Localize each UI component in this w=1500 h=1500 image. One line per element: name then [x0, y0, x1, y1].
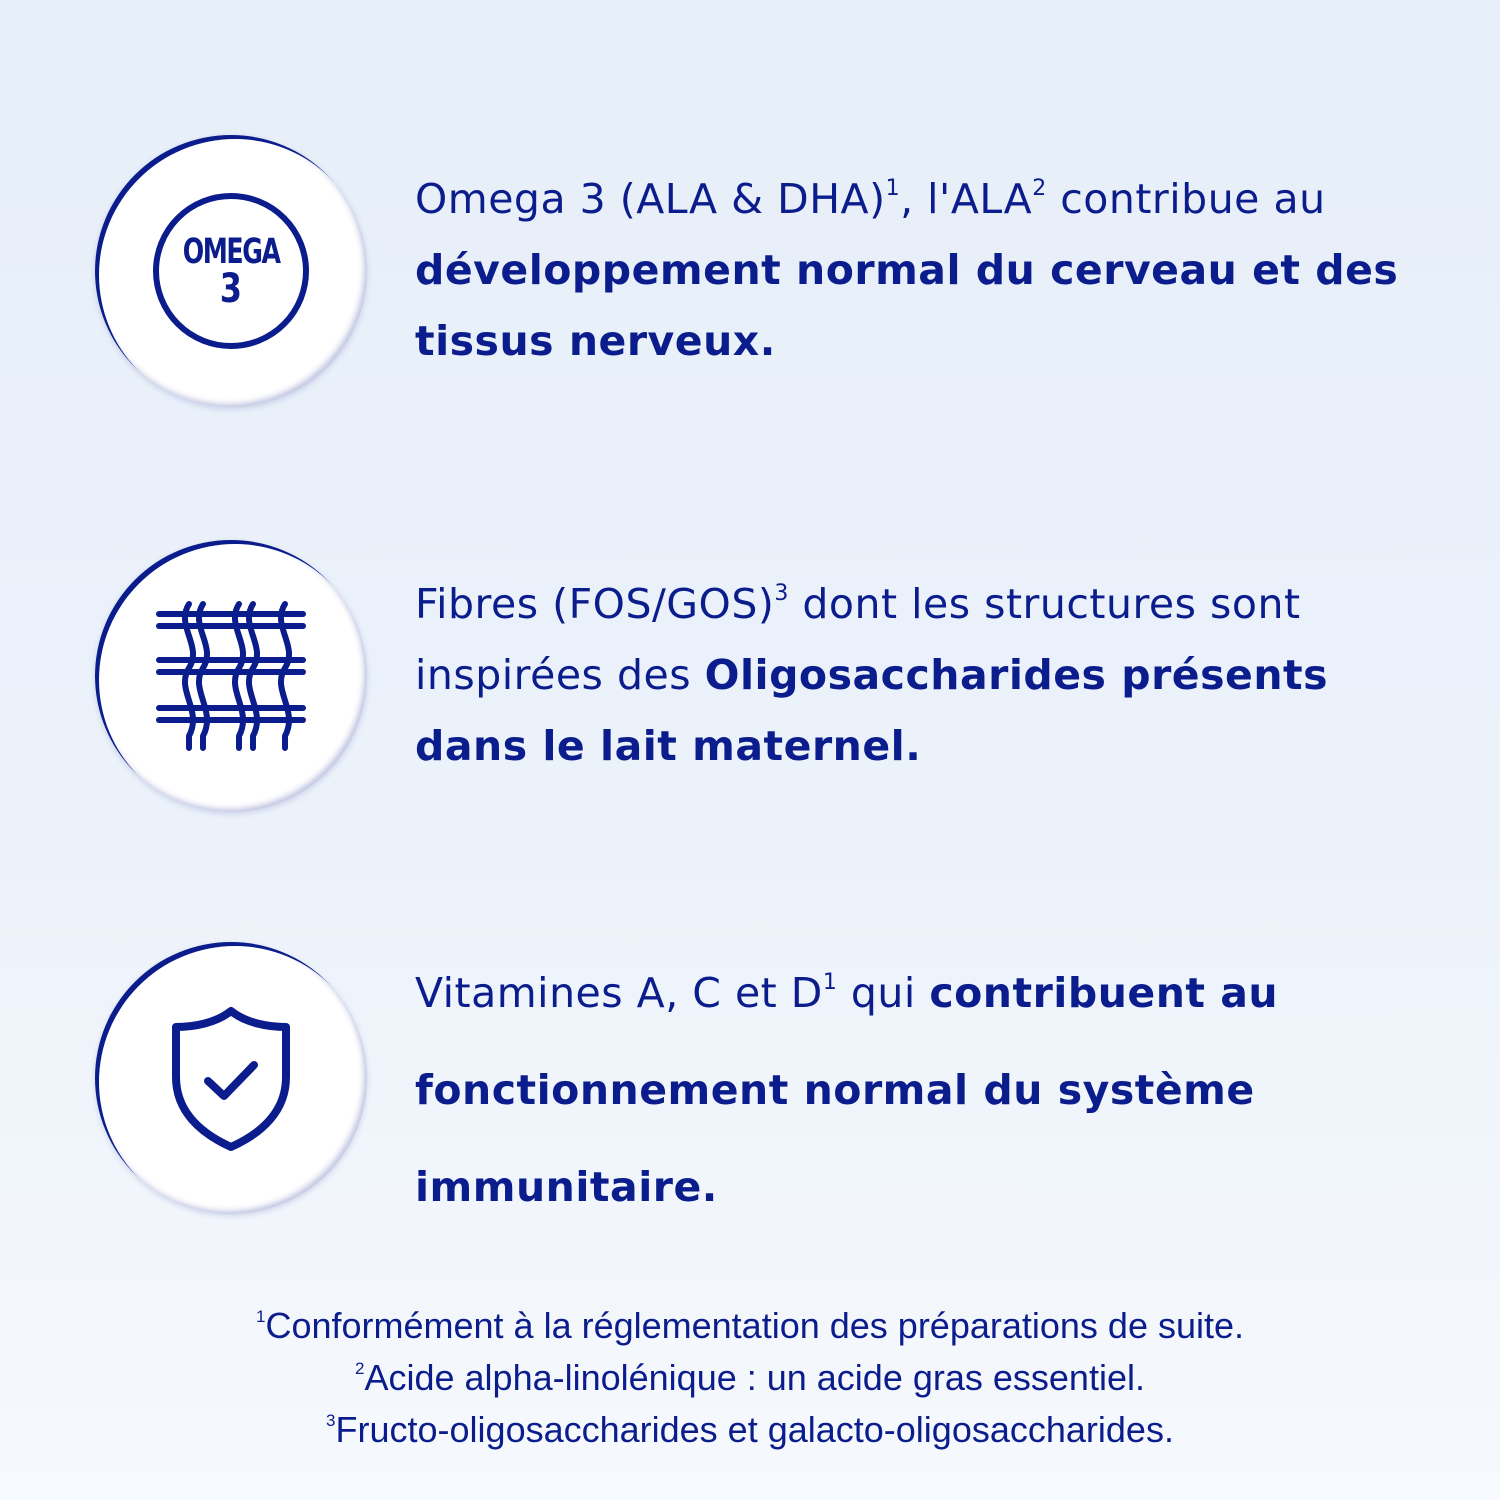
feature-text-part: Fibres (FOS/GOS) [415, 580, 775, 628]
feature-omega-3-text [415, 164, 1455, 377]
footnote-ref: 3 [774, 581, 789, 606]
omega-3-icon-number: 3 [219, 266, 243, 312]
feature-text-part: dont les structures sont inspirées des [415, 580, 1301, 699]
omega-3-icon [153, 193, 309, 349]
footnote-number: 1 [255, 1307, 266, 1326]
omega-3-icon-word: OMEGA [182, 232, 280, 272]
feature-text-part: Vitamines A, C et D [415, 969, 823, 1017]
footnote-ref: 1 [885, 176, 901, 201]
footnote-number: 3 [326, 1411, 336, 1430]
footnote [0, 1404, 1500, 1456]
footnotes [0, 1300, 1500, 1456]
fibres-badge [95, 540, 367, 812]
feature-text-part: Omega 3 (ALA & DHA) [415, 175, 886, 223]
footnote [0, 1352, 1500, 1404]
footnote-number: 2 [355, 1359, 365, 1378]
footnote-text: Fructo-oligosaccharides et galacto-oligosaccharides. [335, 1409, 1174, 1450]
fiber-mesh-icon [151, 596, 311, 756]
footnote-ref: 1 [822, 970, 838, 995]
feature-fibres-text [415, 569, 1455, 782]
footnote-text: Conformément à la réglementation des préparations de suite. [265, 1305, 1245, 1346]
vitamins-badge [95, 942, 367, 1214]
feature-highlight: contribuent au fonctionnement normal du système immunitaire. [415, 969, 1279, 1211]
footnote-text: Acide alpha-linolénique : un acide gras essentiel. [364, 1357, 1145, 1398]
feature-vitamins-text [415, 945, 1455, 1236]
feature-text-part: contribue au [1046, 175, 1326, 223]
feature-text-part: , l'ALA [900, 175, 1033, 223]
feature-highlight: Oligosaccharides présents dans le lait maternel. [415, 651, 1329, 770]
feature-highlight: développement normal du cerveau et des tissus nerveux. [415, 246, 1399, 365]
footnote [0, 1300, 1500, 1352]
footnote-ref: 2 [1032, 176, 1047, 201]
shield-check-icon [166, 1003, 296, 1153]
omega-3-badge [95, 135, 367, 407]
feature-text-part: qui [837, 969, 930, 1017]
